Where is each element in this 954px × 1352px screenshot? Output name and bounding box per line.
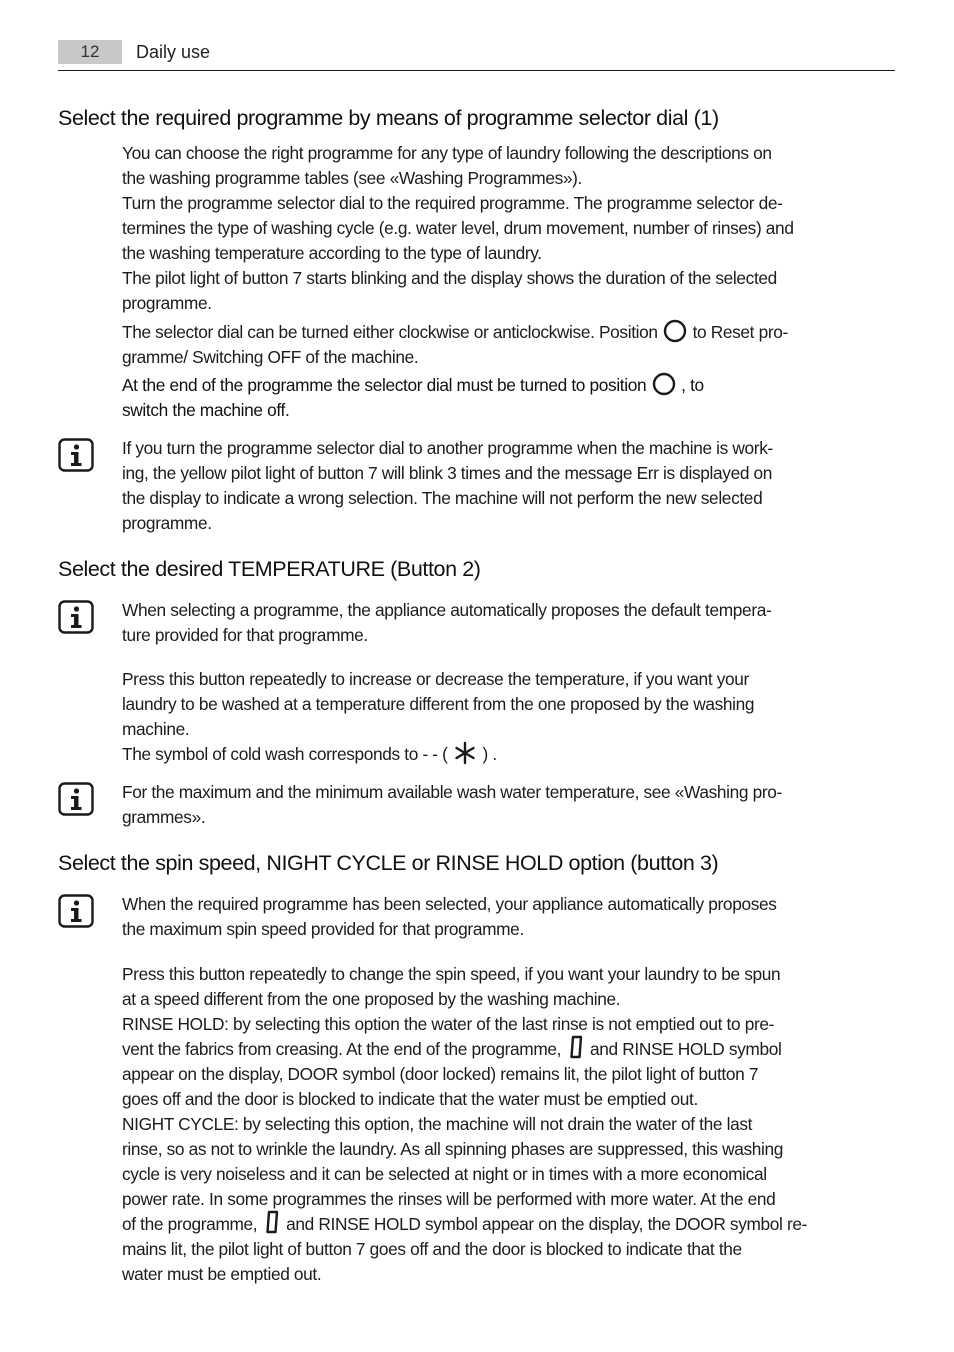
text-line: switch the machine off. <box>122 400 290 420</box>
text-fragment: and RINSE HOLD symbol appear on the display, the DOOR symbol re- <box>281 1214 808 1234</box>
spin-default-info <box>122 892 897 942</box>
spin-options-text <box>122 962 897 1287</box>
dial-off-position-icon <box>652 372 676 396</box>
text-line: power rate. In some programmes the rinses will be performed with more water. At the end <box>122 1189 776 1209</box>
cold-wash-snowflake-icon <box>453 741 477 765</box>
text-line: If you turn the programme selector dial to another programme when the machine is work- <box>122 438 773 458</box>
text-line: appear on the display, DOOR symbol (door locked) remains lit, the pilot light of button 7 <box>122 1064 759 1084</box>
text-fragment: The symbol of cold wash corresponds to - - ( <box>122 744 453 764</box>
text-line: ture provided for that programme. <box>122 625 368 645</box>
info-icon <box>58 438 94 472</box>
text-fragment: ) . <box>478 744 497 764</box>
dial-off-position-icon <box>663 319 687 343</box>
text-line: termines the type of washing cycle (e.g. water level, drum movement, number of rinses) and <box>122 218 794 238</box>
text-line: gramme/ Switching OFF of the machine. <box>122 347 419 367</box>
display-zero-icon <box>568 1034 584 1060</box>
text-line: Turn the programme selector dial to the required programme. The programme selector de- <box>122 193 783 213</box>
text-line: the washing programme tables (see «Washing Programmes»). <box>122 168 583 188</box>
heading-spin-options: Select the spin speed, NIGHT CYCLE or RINSE HOLD option (button 3) <box>58 851 719 875</box>
text-line <box>122 1037 897 1062</box>
page-number: 12 <box>58 40 122 64</box>
text-line: mains lit, the pilot light of button 7 goes off and the door is blocked to indicate that the <box>122 1239 742 1259</box>
text-line: NIGHT CYCLE: by selecting this option, the machine will not drain the water of the last <box>122 1114 753 1134</box>
text-line: grammes». <box>122 807 206 827</box>
text-line: When the required programme has been selected, your appliance automatically proposes <box>122 894 777 914</box>
text-line: Press this button repeatedly to increase or decrease the temperature, if you want your <box>122 669 749 689</box>
temperature-range-info <box>122 780 897 830</box>
text-line: You can choose the right programme for any type of laundry following the descriptions on <box>122 143 772 163</box>
temperature-default-info <box>122 598 897 648</box>
text-line: the maximum spin speed provided for that programme. <box>122 919 524 939</box>
display-zero-icon <box>264 1209 280 1235</box>
text-fragment: and RINSE HOLD symbol <box>585 1039 782 1059</box>
text-fragment: At the end of the programme the selector dial must be turned to position <box>122 375 651 395</box>
heading-programme-selector: Select the required programme by means of programme selector dial (1) <box>58 106 719 130</box>
text-fragment: to Reset pro- <box>688 322 788 342</box>
heading-temperature: Select the desired TEMPERATURE (Button 2) <box>58 557 481 581</box>
text-fragment: of the programme, <box>122 1214 262 1234</box>
text-line: water must be emptied out. <box>122 1264 322 1284</box>
text-fragment: The selector dial can be turned either clockwise or anticlockwise. Position <box>122 322 663 342</box>
text-line: The pilot light of button 7 starts blinking and the display shows the duration of the selected <box>122 268 777 288</box>
programme-change-info <box>122 436 897 536</box>
text-line: the washing temperature according to the type of laundry. <box>122 243 542 263</box>
text-line: RINSE HOLD: by selecting this option the water of the last rinse is not emptied out to pre- <box>122 1014 775 1034</box>
text-line: rinse, so as not to wrinkle the laundry. As all spinning phases are suppressed, this washing <box>122 1139 784 1159</box>
text-line: at a speed different from the one proposed by the washing machine. <box>122 989 621 1009</box>
text-line: ing, the yellow pilot light of button 7 will blink 3 times and the message Err is displayed on <box>122 463 773 483</box>
section-title: Daily use <box>136 42 211 62</box>
text-line: goes off and the door is blocked to indicate that the water must be emptied out. <box>122 1089 698 1109</box>
text-line: cycle is very noiseless and it can be selected at night or in times with a more economical <box>122 1164 767 1184</box>
text-line: laundry to be washed at a temperature different from the one proposed by the washing <box>122 694 755 714</box>
text-line: machine. <box>122 719 190 739</box>
text-line: When selecting a programme, the appliance automatically proposes the default tempera- <box>122 600 772 620</box>
selector-dial-note <box>122 320 897 370</box>
text-line <box>122 373 897 398</box>
selector-dial-off-note <box>122 373 897 423</box>
info-icon <box>58 600 94 634</box>
text-fragment: , to <box>676 375 704 395</box>
text-line: the display to indicate a wrong selection. The machine will not perform the new selected <box>122 488 763 508</box>
page-header <box>58 40 895 71</box>
text-line: For the maximum and the minimum available wash water temperature, see «Washing pro- <box>122 782 782 802</box>
text-line <box>122 320 897 345</box>
text-line: programme. <box>122 513 212 533</box>
info-icon <box>58 782 94 816</box>
info-icon <box>58 894 94 928</box>
text-fragment: vent the fabrics from creasing. At the end of the programme, <box>122 1039 566 1059</box>
text-line: Press this button repeatedly to change the spin speed, if you want your laundry to be spun <box>122 964 781 984</box>
programme-description <box>122 141 897 316</box>
text-line <box>122 1212 897 1237</box>
text-line <box>122 742 897 767</box>
text-line: programme. <box>122 293 212 313</box>
temperature-adjust-text <box>122 667 897 767</box>
